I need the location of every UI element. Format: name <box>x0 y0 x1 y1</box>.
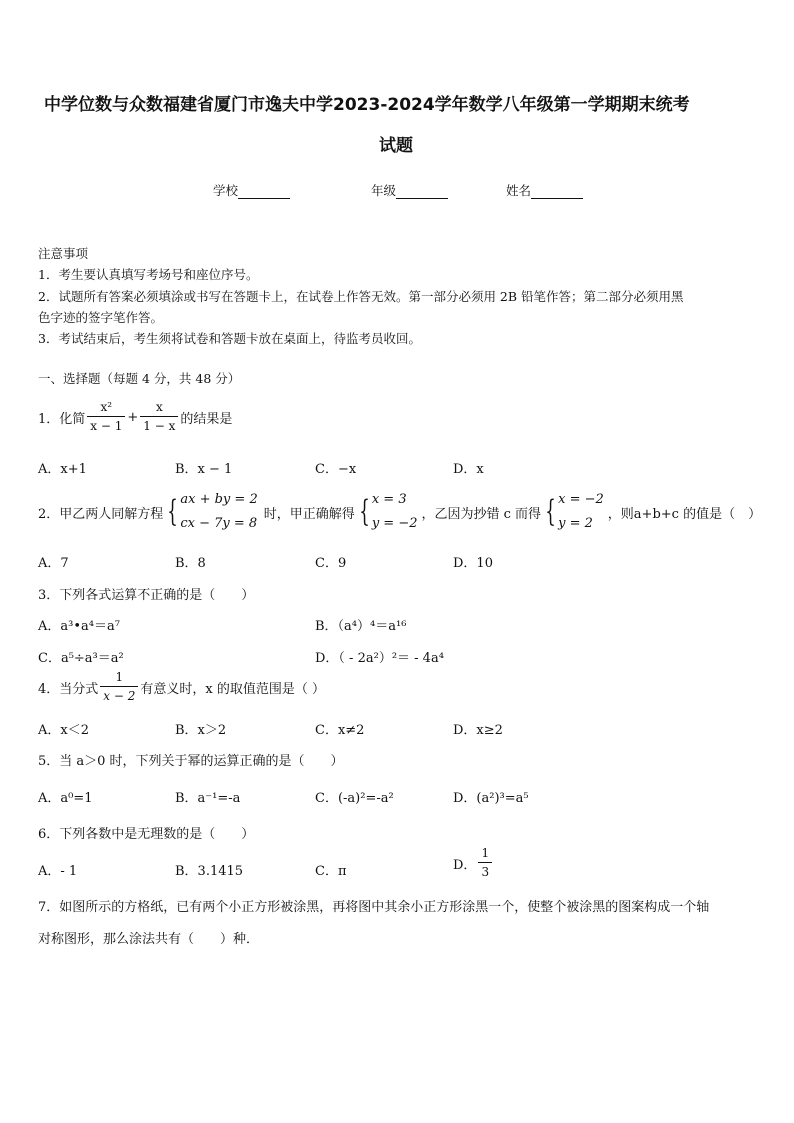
q4-option-d: D．x≥2 <box>453 723 503 738</box>
q1-fraction-2 <box>140 400 178 434</box>
q1-option-a: A．x+1 <box>38 462 87 477</box>
q2-option-a: A．7 <box>38 556 69 571</box>
q6-option-d-fraction <box>478 846 492 880</box>
q6-option-a: A．- 1 <box>38 864 78 879</box>
school-field <box>213 181 290 199</box>
q1-fraction-1 <box>87 400 125 434</box>
q1-option-d: D．x <box>453 462 484 477</box>
q6-option-b: B．3.1415 <box>175 864 244 879</box>
q1-frac1-den: x − 1 <box>87 416 125 434</box>
q2-system-2 <box>355 488 418 536</box>
q2-prefix: 2．甲乙两人同解方程 <box>38 506 164 522</box>
q4-option-a: A．x＜2 <box>38 723 89 738</box>
q2-option-b: B．8 <box>175 556 206 571</box>
q1-prefix: 1．化简 <box>38 411 86 427</box>
grade-blank <box>396 184 448 199</box>
exam-title-line1: 中学位数与众数福建省厦门市逸夫中学2023-2024学年数学八年级第一学期期末统考 <box>44 95 690 115</box>
q2-mid2: ，乙因为抄错 c 而得 <box>421 506 542 522</box>
q6-option-d-label: D． <box>453 857 477 873</box>
q1-plus: + <box>127 409 139 425</box>
q4-fraction <box>100 670 138 704</box>
q2-option-c: C．9 <box>315 556 347 571</box>
q2-system-1 <box>163 488 257 536</box>
question-5: 5．当 a＞0 时，下列关于幂的运算正确的是（ ） <box>38 754 344 769</box>
q4-prefix: 4．当分式 <box>38 681 99 697</box>
q6-option-d <box>453 846 494 880</box>
q5-option-d: D．(a²)³=a⁵ <box>453 791 529 806</box>
notice-heading: 注意事项 <box>38 246 89 261</box>
q4-suffix: 有意义时，x 的取值范围是（ ） <box>140 681 325 697</box>
left-brace: { <box>545 494 556 529</box>
name-blank <box>531 184 583 199</box>
question-1 <box>38 400 232 434</box>
q2-suffix: ，则a+b+c 的值是（ ） <box>607 506 762 522</box>
left-brace: { <box>167 494 179 529</box>
q2-option-d: D．10 <box>453 556 493 571</box>
section1-heading: 一、选择题（每题 4 分，共 48 分） <box>38 371 241 386</box>
q6-optd-num: 1 <box>481 846 490 860</box>
q5-option-b: B．a⁻¹=-a <box>175 791 241 806</box>
question-7-line1: 7．如图所示的方格纸，已有两个小正方形被涂黑，再将图中其余小正方形涂黑一个，使整个被涂黑的图案构成一个轴 <box>38 900 710 915</box>
q1-frac1-num: x² <box>100 400 113 414</box>
q1-option-c: C．−x <box>315 462 357 477</box>
q3-option-d: D．（ - 2a²）²＝ - 4a⁴ <box>315 651 444 666</box>
q1-option-b: B．x − 1 <box>175 462 233 477</box>
question-3: 3．下列各式运算不正确的是（ ） <box>38 588 255 603</box>
name-field <box>506 181 583 199</box>
q2-sys1-eq1: ax + by = 2 <box>180 492 258 507</box>
q2-sys3-eq1: x = −2 <box>558 492 604 507</box>
q2-sys3-eq2: y = 2 <box>558 516 593 531</box>
left-brace: { <box>359 494 370 529</box>
q4-frac-den: x − 2 <box>100 686 138 704</box>
exam-title-line2: 试题 <box>379 136 413 156</box>
question-6: 6．下列各数中是无理数的是（ ） <box>38 827 255 842</box>
school-blank <box>238 184 290 199</box>
q3-option-a: A．a³•a⁴＝a⁷ <box>38 619 120 634</box>
q2-sys2-eq2: y = −2 <box>371 516 418 531</box>
notice-item-3: 3．考试结束后，考生须将试卷和答题卡放在桌面上，待监考员收回。 <box>38 331 421 346</box>
q1-suffix: 的结果是 <box>180 411 233 427</box>
q2-sys2-eq1: x = 3 <box>371 492 407 507</box>
notice-item-1: 1．考生要认真填写考场号和座位序号。 <box>38 267 259 282</box>
q3-option-c: C．a⁵÷a³＝a² <box>38 651 124 666</box>
notice-item-2: 2．试题所有答案必须填涂或书写在答题卡上，在试卷上作答无效。第一部分必须用 2B 铅笔作答；第二部分必须用黑 <box>38 289 684 304</box>
notice-item-2-cont: 色字迹的签字笔作答。 <box>38 310 164 325</box>
q2-mid1: 时，甲正确解得 <box>263 506 355 522</box>
q4-option-b: B．x＞2 <box>175 723 227 738</box>
q4-option-c: C．x≠2 <box>315 723 365 738</box>
q2-system-3 <box>541 488 604 536</box>
q2-sys1-eq2: cx − 7y = 8 <box>180 516 258 531</box>
grade-label: 年级 <box>371 183 397 198</box>
q3-option-b: B．（a⁴）⁴＝a¹⁶ <box>315 619 407 634</box>
question-4 <box>38 670 325 704</box>
q1-frac2-num: x <box>155 400 163 414</box>
grade-field <box>371 181 448 199</box>
q5-option-c: C．(-a)²=-a² <box>315 791 394 806</box>
q6-option-c: C．π <box>315 864 347 879</box>
q6-optd-den: 3 <box>478 862 492 880</box>
name-label: 姓名 <box>506 183 532 198</box>
question-7-line2: 对称图形，那么涂法共有（ ）种． <box>38 932 260 947</box>
question-2 <box>38 488 761 536</box>
school-label: 学校 <box>213 183 239 198</box>
q1-frac2-den: 1 − x <box>140 416 178 434</box>
q5-option-a: A．a⁰=1 <box>38 791 93 806</box>
q4-frac-num: 1 <box>115 670 124 684</box>
